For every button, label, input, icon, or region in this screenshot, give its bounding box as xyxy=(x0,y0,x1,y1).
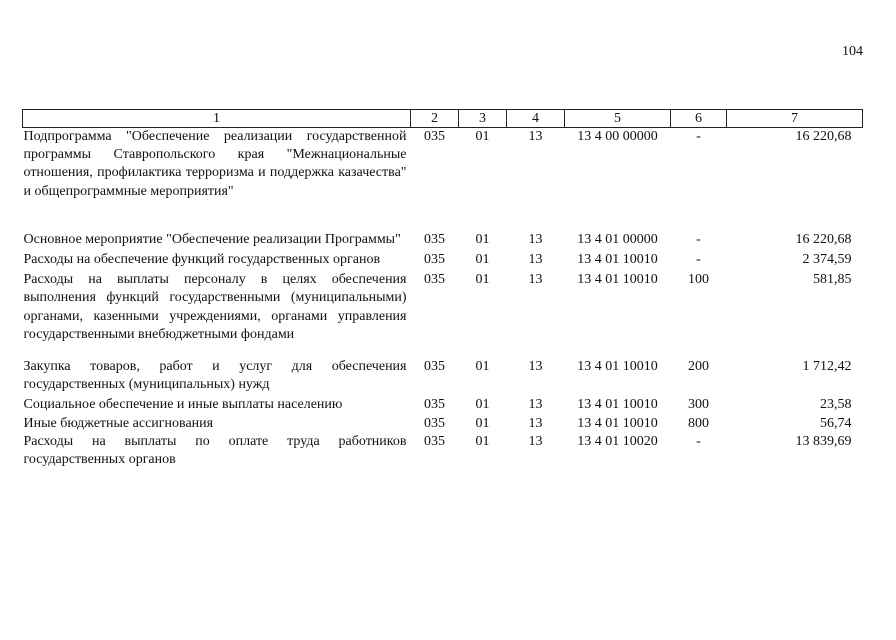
row-description: Иные бюджетные ассигнования xyxy=(23,415,214,431)
target-article-code: 13 4 01 10010 xyxy=(577,272,658,288)
ministry-code: 035 xyxy=(424,359,445,375)
page-number: 104 xyxy=(842,44,863,59)
expense-type-code: 300 xyxy=(688,397,709,413)
subsection-code: 13 xyxy=(528,415,543,431)
section-code: 01 xyxy=(475,231,490,247)
table-row xyxy=(23,251,863,271)
amount: 581,85 xyxy=(813,272,852,288)
ministry-code: 035 xyxy=(424,397,445,413)
amount: 1 712,42 xyxy=(802,359,852,375)
target-article-code: 13 4 01 10020 xyxy=(577,433,658,449)
row-description: Социальное обеспечение и иные выплаты населению xyxy=(23,397,343,413)
section-code: 01 xyxy=(475,415,490,431)
table-row xyxy=(23,396,863,414)
table-row xyxy=(23,271,863,358)
row-description: Расходы на выплаты персоналу в целях обеспечения выполнения функций государственными (муниципальными) органами, казенными учреждениями, органами управления государственными внебюджетными фондами xyxy=(23,272,407,342)
row-description: Расходы на обеспечение функций государственных органов xyxy=(23,252,381,268)
subsection-code: 13 xyxy=(528,129,543,144)
amount: 16 220,68 xyxy=(795,231,852,247)
budget-table xyxy=(22,109,863,469)
section-code: 01 xyxy=(475,359,490,375)
column-header-2: 2 xyxy=(411,110,459,128)
expense-type-code: 200 xyxy=(688,359,709,375)
column-header-7: 7 xyxy=(727,110,863,128)
ministry-code: 035 xyxy=(424,129,445,144)
expense-type-code: - xyxy=(696,129,701,144)
amount: 13 839,69 xyxy=(795,433,852,449)
subsection-code: 13 xyxy=(528,252,543,268)
column-header-3: 3 xyxy=(459,110,507,128)
expense-type-code: 100 xyxy=(688,272,709,288)
subsection-code: 13 xyxy=(528,397,543,413)
target-article-code: 13 4 01 00000 xyxy=(577,231,658,247)
target-article-code: 13 4 01 10010 xyxy=(577,359,658,375)
row-description: Расходы на выплаты по оплате труда работников государственных органов xyxy=(23,433,407,468)
table-row xyxy=(23,128,863,231)
section-code: 01 xyxy=(475,252,490,268)
expense-type-code: 800 xyxy=(688,415,709,431)
section-code: 01 xyxy=(475,433,490,449)
expense-type-code: - xyxy=(696,231,701,247)
ministry-code: 035 xyxy=(424,231,445,247)
target-article-code: 13 4 00 00000 xyxy=(577,129,658,144)
amount: 2 374,59 xyxy=(802,252,852,268)
section-code: 01 xyxy=(475,272,490,288)
subsection-code: 13 xyxy=(528,231,543,247)
column-header-5: 5 xyxy=(565,110,671,128)
row-description: Основное мероприятие "Обеспечение реализации Программы" xyxy=(23,231,401,247)
table-header-row xyxy=(23,110,863,128)
subsection-code: 13 xyxy=(528,433,543,449)
amount: 23,58 xyxy=(820,397,852,413)
ministry-code: 035 xyxy=(424,272,445,288)
row-description: Закупка товаров, работ и услуг для обеспечения государственных (муниципальных) нужд xyxy=(23,359,407,393)
ministry-code: 035 xyxy=(424,433,445,449)
table-row xyxy=(23,415,863,433)
ministry-code: 035 xyxy=(424,252,445,268)
column-header-4: 4 xyxy=(507,110,565,128)
target-article-code: 13 4 01 10010 xyxy=(577,252,658,268)
table-row xyxy=(23,433,863,469)
section-code: 01 xyxy=(475,129,490,144)
table-row xyxy=(23,358,863,396)
column-header-1: 1 xyxy=(23,110,411,128)
expense-type-code: - xyxy=(696,433,701,449)
subsection-code: 13 xyxy=(528,272,543,288)
amount: 56,74 xyxy=(820,415,852,431)
table-row xyxy=(23,231,863,251)
amount: 16 220,68 xyxy=(795,129,852,144)
section-code: 01 xyxy=(475,397,490,413)
column-header-6: 6 xyxy=(671,110,727,128)
subsection-code: 13 xyxy=(528,359,543,375)
row-description: Подпрограмма "Обеспечение реализации государственной программы Ставропольского края "Межнациональные отношения, профилактика терроризма и поддержка казачества" и общепрограммные мероприятия" xyxy=(23,129,407,199)
target-article-code: 13 4 01 10010 xyxy=(577,397,658,413)
target-article-code: 13 4 01 10010 xyxy=(577,415,658,431)
expense-type-code: - xyxy=(696,252,701,268)
ministry-code: 035 xyxy=(424,415,445,431)
